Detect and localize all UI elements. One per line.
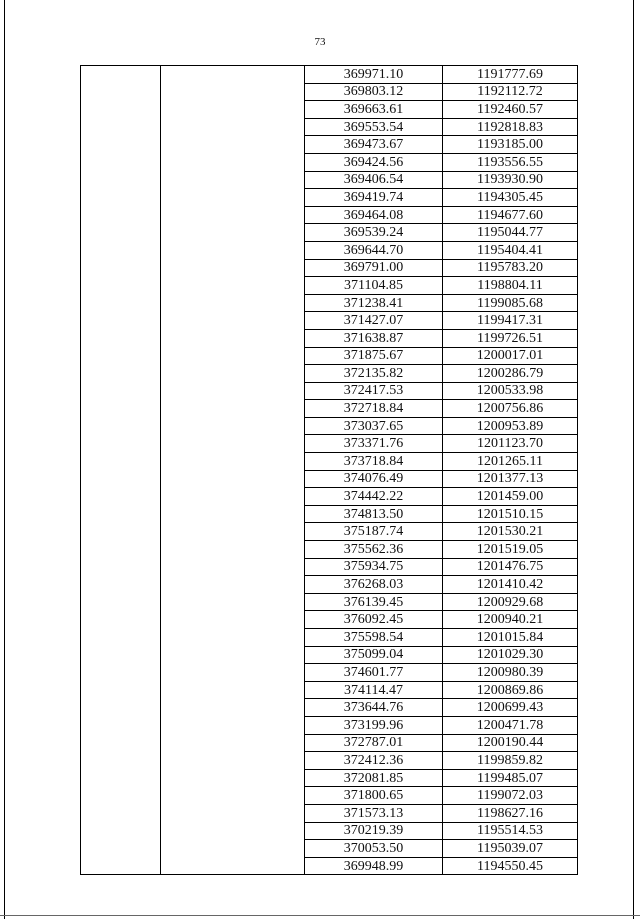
coordinates-table <box>80 65 578 875</box>
x-coordinate-cell: 374601.77 <box>305 664 443 682</box>
x-coordinate-cell: 369464.08 <box>305 206 443 224</box>
y-coordinate-cell: 1199485.07 <box>443 769 578 787</box>
y-coordinate-cell: 1192818.83 <box>443 118 578 136</box>
y-coordinate-cell: 1200980.39 <box>443 664 578 682</box>
y-coordinate-cell: 1191777.69 <box>443 66 578 84</box>
y-coordinate-cell: 1201476.75 <box>443 558 578 576</box>
y-coordinate-cell: 1200953.89 <box>443 417 578 435</box>
blank-column-2 <box>161 66 305 875</box>
y-coordinate-cell: 1201123.70 <box>443 435 578 453</box>
x-coordinate-cell: 376268.03 <box>305 576 443 594</box>
page-border-right <box>633 0 634 919</box>
y-coordinate-cell: 1200869.86 <box>443 681 578 699</box>
x-coordinate-cell: 369424.56 <box>305 153 443 171</box>
x-coordinate-cell: 376139.45 <box>305 593 443 611</box>
y-coordinate-cell: 1201029.30 <box>443 646 578 664</box>
y-coordinate-cell: 1199072.03 <box>443 787 578 805</box>
y-coordinate-cell: 1198804.11 <box>443 277 578 295</box>
y-coordinate-cell: 1192112.72 <box>443 83 578 101</box>
y-coordinate-cell: 1199085.68 <box>443 294 578 312</box>
coordinates-table-body <box>81 66 578 875</box>
y-coordinate-cell: 1195044.77 <box>443 224 578 242</box>
x-coordinate-cell: 372718.84 <box>305 400 443 418</box>
x-coordinate-cell: 375598.54 <box>305 629 443 647</box>
y-coordinate-cell: 1201377.13 <box>443 470 578 488</box>
x-coordinate-cell: 374442.22 <box>305 488 443 506</box>
x-coordinate-cell: 373199.96 <box>305 716 443 734</box>
x-coordinate-cell: 369803.12 <box>305 83 443 101</box>
x-coordinate-cell: 371800.65 <box>305 787 443 805</box>
x-coordinate-cell: 373718.84 <box>305 453 443 471</box>
x-coordinate-cell: 373037.65 <box>305 417 443 435</box>
x-coordinate-cell: 372412.36 <box>305 752 443 770</box>
x-coordinate-cell: 375934.75 <box>305 558 443 576</box>
x-coordinate-cell: 371638.87 <box>305 329 443 347</box>
x-coordinate-cell: 371238.41 <box>305 294 443 312</box>
y-coordinate-cell: 1195783.20 <box>443 259 578 277</box>
y-coordinate-cell: 1195514.53 <box>443 822 578 840</box>
y-coordinate-cell: 1201410.42 <box>443 576 578 594</box>
x-coordinate-cell: 374076.49 <box>305 470 443 488</box>
x-coordinate-cell: 369644.70 <box>305 241 443 259</box>
x-coordinate-cell: 373644.76 <box>305 699 443 717</box>
x-coordinate-cell: 369419.74 <box>305 189 443 207</box>
x-coordinate-cell: 369553.54 <box>305 118 443 136</box>
x-coordinate-cell: 369406.54 <box>305 171 443 189</box>
x-coordinate-cell: 369948.99 <box>305 857 443 875</box>
y-coordinate-cell: 1201519.05 <box>443 541 578 559</box>
x-coordinate-cell: 369663.61 <box>305 101 443 119</box>
y-coordinate-cell: 1201265.11 <box>443 453 578 471</box>
y-coordinate-cell: 1193930.90 <box>443 171 578 189</box>
x-coordinate-cell: 369971.10 <box>305 66 443 84</box>
y-coordinate-cell: 1199417.31 <box>443 312 578 330</box>
y-coordinate-cell: 1200190.44 <box>443 734 578 752</box>
page-border-left <box>4 0 5 919</box>
x-coordinate-cell: 372135.82 <box>305 365 443 383</box>
x-coordinate-cell: 374114.47 <box>305 681 443 699</box>
page-border-bottom <box>0 915 640 916</box>
x-coordinate-cell: 369791.00 <box>305 259 443 277</box>
y-coordinate-cell: 1200940.21 <box>443 611 578 629</box>
table-row <box>81 66 578 84</box>
x-coordinate-cell: 374813.50 <box>305 505 443 523</box>
x-coordinate-cell: 375187.74 <box>305 523 443 541</box>
y-coordinate-cell: 1200286.79 <box>443 365 578 383</box>
x-coordinate-cell: 369473.67 <box>305 136 443 154</box>
x-coordinate-cell: 370219.39 <box>305 822 443 840</box>
blank-column-1 <box>81 66 161 875</box>
x-coordinate-cell: 372787.01 <box>305 734 443 752</box>
x-coordinate-cell: 375099.04 <box>305 646 443 664</box>
x-coordinate-cell: 371104.85 <box>305 277 443 295</box>
y-coordinate-cell: 1199859.82 <box>443 752 578 770</box>
page-number: 73 <box>314 36 326 48</box>
y-coordinate-cell: 1200929.68 <box>443 593 578 611</box>
x-coordinate-cell: 376092.45 <box>305 611 443 629</box>
x-coordinate-cell: 370053.50 <box>305 840 443 858</box>
x-coordinate-cell: 371573.13 <box>305 804 443 822</box>
y-coordinate-cell: 1194550.45 <box>443 857 578 875</box>
y-coordinate-cell: 1198627.16 <box>443 804 578 822</box>
x-coordinate-cell: 373371.76 <box>305 435 443 453</box>
y-coordinate-cell: 1199726.51 <box>443 329 578 347</box>
y-coordinate-cell: 1194305.45 <box>443 189 578 207</box>
y-coordinate-cell: 1200699.43 <box>443 699 578 717</box>
y-coordinate-cell: 1195404.41 <box>443 241 578 259</box>
x-coordinate-cell: 372081.85 <box>305 769 443 787</box>
y-coordinate-cell: 1201459.00 <box>443 488 578 506</box>
y-coordinate-cell: 1200533.98 <box>443 382 578 400</box>
y-coordinate-cell: 1200756.86 <box>443 400 578 418</box>
y-coordinate-cell: 1201015.84 <box>443 629 578 647</box>
y-coordinate-cell: 1195039.07 <box>443 840 578 858</box>
y-coordinate-cell: 1201530.21 <box>443 523 578 541</box>
y-coordinate-cell: 1193185.00 <box>443 136 578 154</box>
y-coordinate-cell: 1193556.55 <box>443 153 578 171</box>
y-coordinate-cell: 1200017.01 <box>443 347 578 365</box>
y-coordinate-cell: 1201510.15 <box>443 505 578 523</box>
y-coordinate-cell: 1200471.78 <box>443 716 578 734</box>
y-coordinate-cell: 1194677.60 <box>443 206 578 224</box>
x-coordinate-cell: 371427.07 <box>305 312 443 330</box>
x-coordinate-cell: 369539.24 <box>305 224 443 242</box>
x-coordinate-cell: 372417.53 <box>305 382 443 400</box>
y-coordinate-cell: 1192460.57 <box>443 101 578 119</box>
x-coordinate-cell: 375562.36 <box>305 541 443 559</box>
x-coordinate-cell: 371875.67 <box>305 347 443 365</box>
